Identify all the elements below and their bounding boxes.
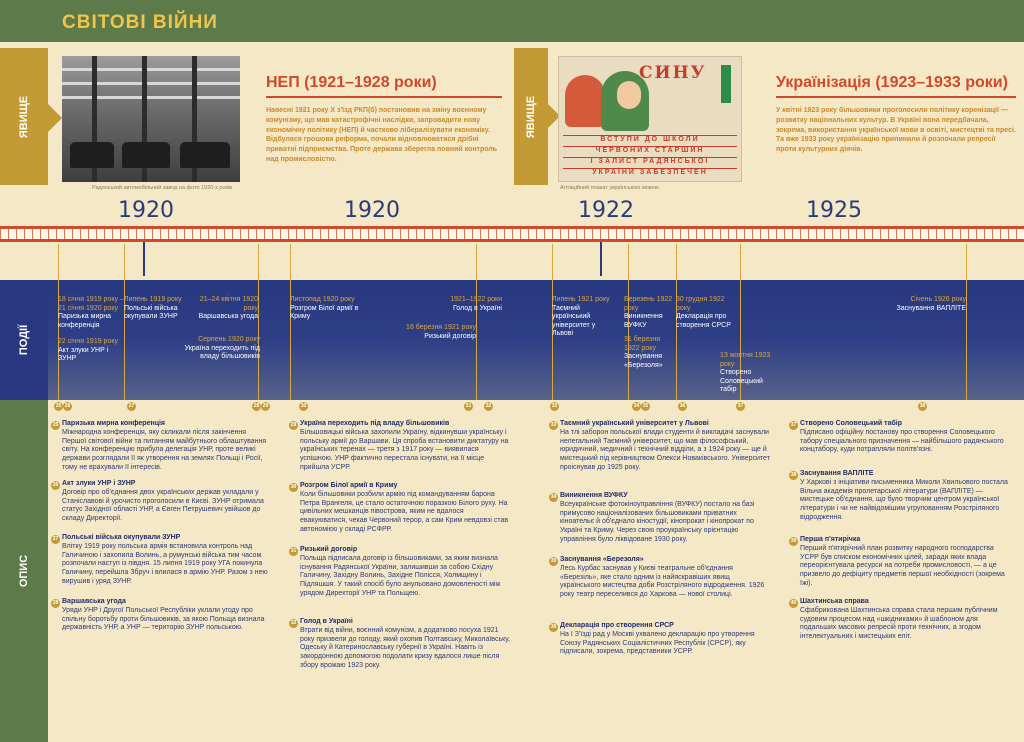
card-32: 32 Голод в Україні Втрати від війни, воєнний комунізм, а додатково посуха 1921 року призвели до голоду, який охопив Полтавську, Миколаївську, Одеську й Катеринославську губернії в Україні. Навіть із закордонною допомогою подолати кризу вдалося лише після збору врожаю 1923 року. (290, 618, 510, 669)
badge: 34 (633, 403, 640, 409)
card-36: 36 Декларація про створення СРСР На І З'їзді рад у Москві ухвалено декларацію про утворення Союзу Радянських Соціалістичних Республік (СРСР), яку підписали, зокрема, представники УСРР. (550, 622, 755, 656)
card-25: 25 Паризька мирна конференція Міжнародна конференція, яку скликали після закінчення Першої світової війни та питанням майбутнього облаштування світу. На конференцію прибула делегація УНР, проте великі держави розглядали її як утворення на землях Польщі і Росії, тому не врахували її інтересів. (52, 420, 267, 471)
event-zunr-occupation: Липень 1919 року Польські війська окупували ЗУНР (124, 296, 182, 320)
event-white-army-defeat: Листопад 1920 року Розгром Білої армії в Криму (290, 296, 359, 320)
year-label: 1920 (118, 198, 174, 223)
timeline-ruler (0, 226, 1024, 242)
year-label: 1922 (578, 198, 634, 223)
badge: 32 (485, 403, 492, 409)
event-famine: 1921–1922 роки Голод в Україні (450, 296, 502, 312)
card-27: 27 Польські війська окупували ЗУНР Влітку 1919 року польська армія встановила контроль над Галичиною і захопила Волинь, а румунські війська тим часом розпочали наступ із півдня. 15 липня 1919 року УГА покинула Галичину, перейшла Збруч і влилася в армію УНР. Разом з нею вирушив і уряд ЗУНР. (52, 534, 268, 585)
event-riga-treaty: 18 березня 1921 року Ризький договір (406, 324, 476, 340)
badge: 29 (262, 403, 269, 409)
ukrainization-underline (776, 96, 1016, 98)
event-vaplite: Січень 1926 року Заснування ВАПЛІТЕ (896, 296, 966, 312)
card-39: 39 Перша п'ятирічка Перший п'ятирічний план розвитку народного господарства УСРР був списком економічних цілей, заради яких влада переорієнтувала ресурси на потреби промисловості, — а це призвело до дефіциту предметів першої необхідності (зокрема їжі). (790, 536, 1005, 587)
event-bolshevik-rule: Серпень 1920 року Україна переходить під владу більшовиків (184, 336, 260, 360)
event-warsaw-agreement: 21–24 квітня 1920 року Варшавська угода (198, 296, 258, 320)
card-38: 38 Заснування ВАПЛІТЕ У Харкові з ініціативи письменника Миколи Хвильового постала Вільна академія пролетарської літератури (ВАПЛІТЕ) — мистецьке об'єднання, що було творчим центром української літератури і чи не найвідомішим угрупованням Розстріляного відродження. (790, 470, 1008, 521)
card-29: 29 Україна переходить під владу більшовиків Більшовицькі війська захопили Україну, відкинувши українську і польську армії до Варшави. Ця спроба встановити диктатуру на українських теренах — третя з 1917 року — виявилася успішною. УНР фактично перестала існувати, на її місце прийшла УСРР. (290, 420, 509, 471)
event-act-zluky: 22 січня 1919 року Акт злуки УНР і ЗУНР (58, 338, 118, 362)
card-31: 31 Ризький договір Польща підписала договір із більшовиками, за яким визнала існування Радянської України, залишивши за собою Східну Галичину, Західну Волинь, Західне Полісся, Холмщину і Підляшшя. У такий спосіб було анульовано домовленості між урядом Директорії УНР та Польщею. (290, 546, 501, 597)
card-34: 34 Виникнення ВУФКУ Всеукраїнське фотокіноуправління (ВУФКУ) постало на базі примусово націоналізованих більшовиками приватних кіноательє й об'єднало кіностудії, кінопрокат і кінопрокат по Україні та Криму. Через свою проукраїнську орієнтацію управління було ліквідоване 1930 року. (550, 492, 755, 543)
tab-events: ПОДІЇ (0, 280, 48, 400)
event-berezil: 31 березня 1922 року Заснування «Березоля» (624, 336, 663, 369)
card-35: 35 Заснування «Березоля» Лесь Курбас заснував у Києві театральне об'єднання «Березіль», яке стало одним із найяскравіших явищ українського мистецтва доби Розстріляного відродження. 1926 року театр переселився до Харкова — нової столиці. (550, 556, 765, 599)
ukrainization-text: У квітні 1923 року більшовики проголосили політику коренізації — розвитку національних культур. В Україні вона передбачала, зокрема, використання української мови в освіті, мистецтві та пресі. Та вже 1933 року українізацію припинили й розпочали репресії проти культурних діячів. (776, 107, 1016, 154)
badge: 30 (300, 403, 307, 409)
poster-caption: Агітаційний плакат українською мовою (560, 185, 659, 191)
event-secret-university: Липень 1921 року Таємний український університет у Львові (552, 296, 610, 337)
badge: 31 (465, 403, 472, 409)
badge: 26 (64, 403, 71, 409)
event-solovki: 13 жовтня 1923 року Створено Соловецький табір (720, 352, 771, 393)
badge: 35 (642, 403, 649, 409)
badge: 25 (55, 403, 62, 409)
photo-caption: Радянський автомобільний завод на фото 1920-х років (92, 185, 233, 191)
tab-phenomenon-left: ЯВИЩЕ (0, 48, 48, 185)
factory-photo (62, 56, 240, 182)
card-37: 37 Створено Соловецький табір Підписано офіційну постанову про створення Соловецького табору спеціального призначення — найбільшого радянського концтабору, куди потрапляли політв'язні. (790, 420, 1004, 454)
nep-text: Навесні 1921 року X з'їзд РКП(б) постановив на зміну воєнному комунізму, що мав катастрофічні наслідки, запровадити нову економічну політику (НЕП) й частково лібералізувати економіку. Відбулася грошова реформа, почали відновлюватися дрібні приватні підприємства. Проте держава зберегла повний контроль над промисловістю. (266, 107, 498, 163)
event-vufku: Березень 1922 року Виникнення ВУФКУ (624, 296, 673, 329)
agitation-poster: СИНУ ВСТУПИ ДО ШКОЛИ ЧЕРВОНИХ СТАРШИН І ЗАЛИСТ РАДЯНСЬКОЇ УКРАЇНИ ЗАБЕЗПЕЧЕН (558, 56, 742, 182)
card-26: 26 Акт злуки УНР і ЗУНР Договір про об'єднання двох українських держав укладали у Станіславові й урочисто проголосили в Києві. ЗУНР отримала статус Західної області УНР, а Євген Петрушевич увійшов до складу Директорії. (52, 480, 264, 523)
nep-title: НЕП (1921–1928 роки) (266, 74, 437, 91)
badge: 37 (737, 403, 744, 409)
badge: 33 (551, 403, 558, 409)
badge: 28 (253, 403, 260, 409)
badge: 27 (128, 403, 135, 409)
card-30: 30 Розгром Білої армії в Криму Коли більшовики розбили армію під командуванням барона Петра Врангеля, це стало остаточною поразкою Білого руху. На цивільних мешканців півострова, яким не вдалося евакуюватися, чекав Червоний терор, а сам Крим невдовзі став автономією у складі РСФРР. (290, 482, 509, 533)
ukrainization-title: Українізація (1923–1933 роки) (776, 74, 1008, 91)
badge: 36 (679, 403, 686, 409)
card-33: 33 Таємний український університет у Львові На тлі заборон польської влади студенти й викладачі заснували нелегальний Таємний університет, що мав філософський, юридичний, медичний і технічний відділи, а з 1924 року — ще й мистецький під керівництвом Олекси Новаківського. Університет проіснував до 1925 року. (550, 420, 770, 471)
tab-description: ОПИС (0, 400, 48, 742)
header-bar (0, 0, 1024, 42)
badge: 38 (919, 403, 926, 409)
card-40: 40 Шахтинська справа Сфабрикована Шахтинська справа стала першим публічним судовим процесом над «шкідниками» й шаблоном для подальших масових репресій проти технічних, а згодом інтелектуальних і мистецьких еліт. (790, 598, 998, 641)
year-label: 1925 (806, 198, 862, 223)
card-28: 28 Варшавська угода Уряди УНР і Другої Польської Республіки уклали угоду про спільну боротьбу проти більшовиків, за якою Польща визнала державність УНР, а УНР — територію ЗУНР польською. (52, 598, 265, 632)
year-label: 1920 (344, 198, 400, 223)
page-title: СВІТОВІ ВІЙНИ (62, 12, 218, 33)
event-paris-conference: 18 січня 1919 року – 21 січня 1920 року Паризька мирна конференція (58, 296, 124, 329)
event-ussr-declaration: 30 грудня 1922 року Декларація про створення СРСР (676, 296, 731, 329)
nep-underline (266, 96, 502, 98)
tab-phenomenon-right: ЯВИЩЕ (514, 48, 548, 185)
